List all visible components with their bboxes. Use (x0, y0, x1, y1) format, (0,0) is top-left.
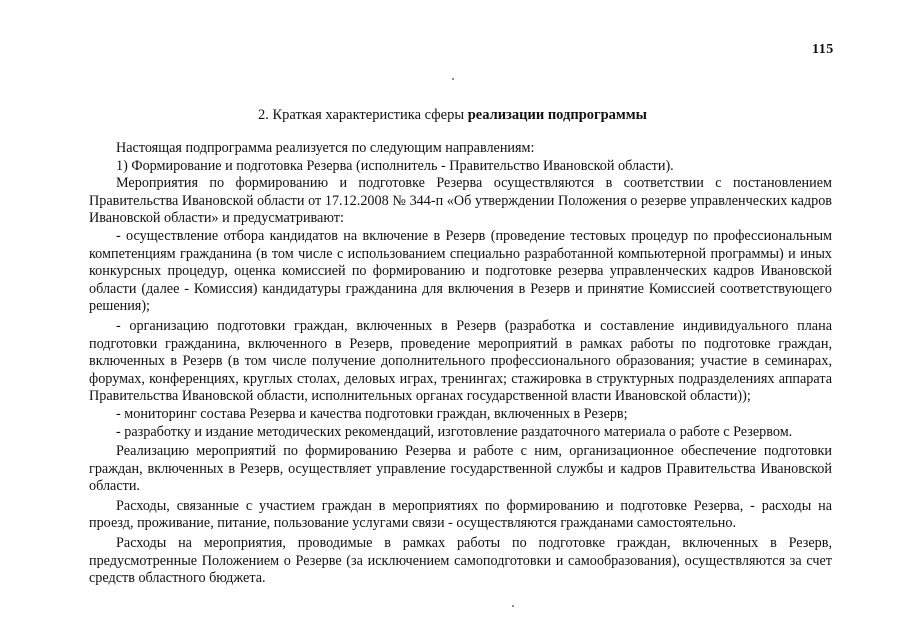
paragraph: Расходы, связанные с участием граждан в мероприятиях по формированию и подготовке Резерва, - расходы на проезд, проживание, питание, пользование услугами связи - осуществляются гражданами самостоятельно. (89, 497, 832, 532)
paragraph: Мероприятия по формированию и подготовке Резерва осуществляются в соответствии с постановлением Правительства Ивановской области от 17.12.2008 № 344-п «Об утверждении Положения о резерве управленческих кадров Ивановской области» и предусматривают: (89, 175, 832, 227)
paragraph: Настоящая подпрограмма реализуется по следующим направлениям: (116, 140, 535, 156)
paragraph: - разработку и издание методических рекомендаций, изготовление раздаточного материала о работе с Резервом. (116, 423, 793, 440)
scan-speck (512, 605, 514, 607)
paragraph: - организацию подготовки граждан, включенных в Резерв (разработка и составление индивидуального плана подготовки гражданина, включенного в Резерв, проведение мероприятий в рамках работы по подготовке граждан, включенных в Резерв (в том числе получение дополнительного профессионального образования; участие в семинарах, форумах, конференциях, круглых столах, деловых играх, тренингах; стажировка в структурных подразделениях аппарата Правительства Ивановской области, исполнительных органах государственной власти Ивановской области)); (89, 317, 832, 405)
document-body (89, 140, 832, 588)
section-title: 2. Краткая характеристика сферы реализации подпрограммы (258, 107, 647, 123)
paragraph: Реализацию мероприятий по формированию Резерва и работе с ним, организационное обеспечение подготовки граждан, включенных в Резерв, осуществляет управление государственной службы и кадров Правительства Ивановской области. (89, 443, 832, 495)
paragraph: - мониторинг состава Резерва и качества подготовки граждан, включенных в Резерв; (116, 405, 628, 422)
section-title-bold: реализации подпрограммы (467, 107, 647, 123)
scan-speck (452, 78, 454, 80)
paragraph: - осуществление отбора кандидатов на включение в Резерв (проведение тестовых процедур по профессиональным компетенциям гражданина (в том числе с использованием специально разработанной компьютерной программы) и иных конкурсных процедур, оценка комиссией по формированию и подготовке резерва управленческих кадров Ивановской области (далее - Комиссия) кандидатуры гражданина для включения в Резерв и принятие Комиссией соответствующего решения); (89, 227, 832, 315)
paragraph: 1) Формирование и подготовка Резерва (исполнитель - Правительство Ивановской области). (116, 157, 674, 174)
page-number: 115 (812, 42, 834, 57)
paragraph: Расходы на мероприятия, проводимые в рамках работы по подготовке граждан, включенных в Резерв, предусмотренные Положением о Резерве (за исключением самоподготовки и самообразования), осуществляются за счет средств областного бюджета. (89, 535, 832, 587)
